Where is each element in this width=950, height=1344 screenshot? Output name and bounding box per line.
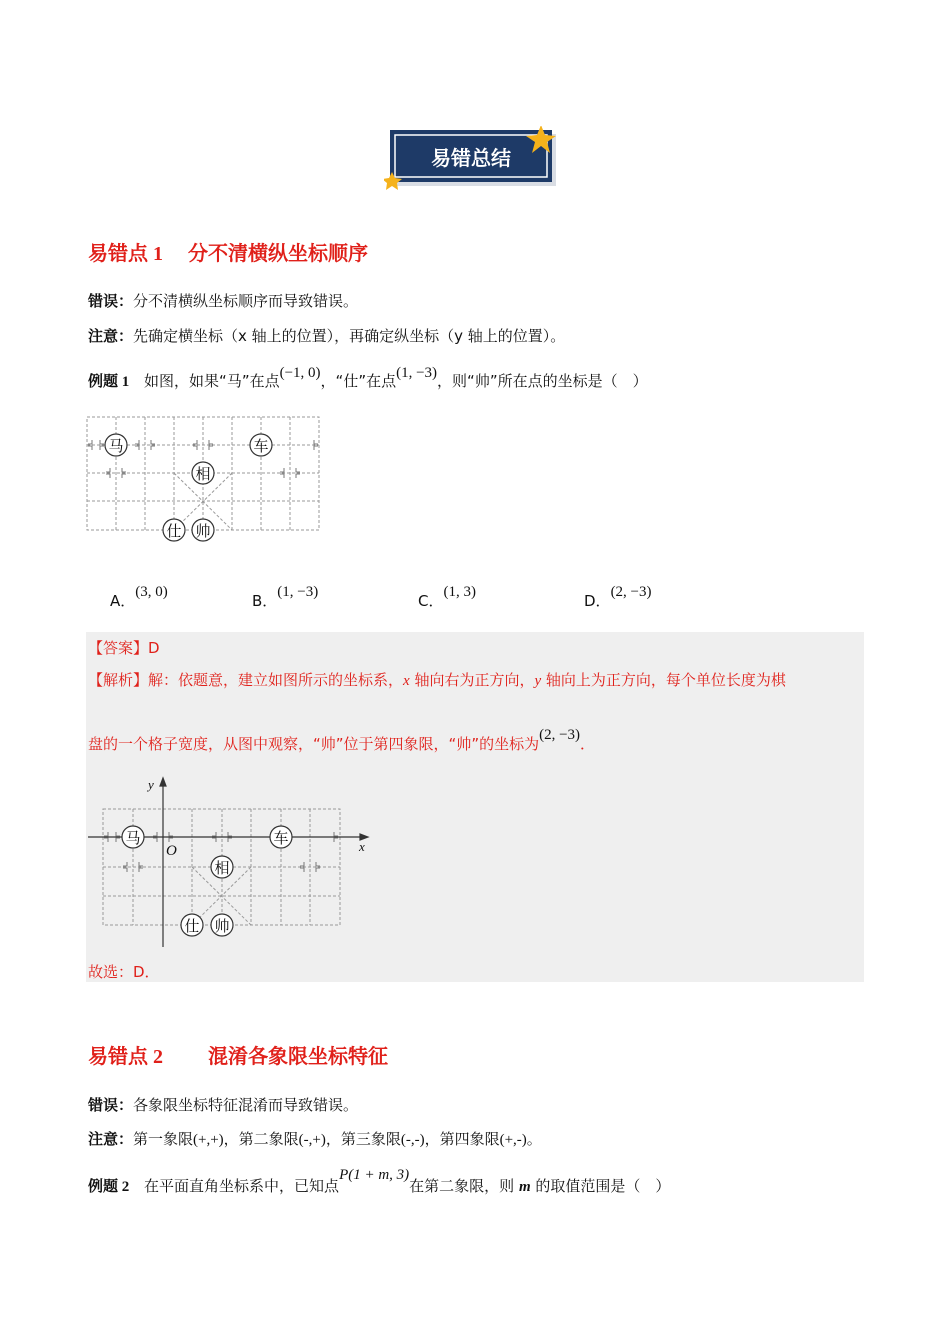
example2-text-c: 的取值范围是（ ） — [535, 1177, 671, 1195]
example2-text-a: 在平面直角坐标系中，已知点 — [144, 1177, 340, 1195]
option-d-value: (2, −3) — [610, 584, 652, 600]
section1-heading-title: 分不清横纵坐标顺序 — [187, 241, 368, 265]
chessboard-svg — [80, 410, 330, 545]
option-c-letter: C． — [418, 592, 444, 610]
answer-value: D — [148, 639, 160, 657]
note-text: 先确定横坐标（x 轴上的位置），再确定纵坐标（y 轴上的位置）。 — [133, 327, 566, 345]
example1-coord-a: (−1, 0) — [279, 365, 321, 381]
piece-che: 车 — [253, 437, 269, 455]
origin-label: O — [166, 843, 177, 859]
option-b[interactable] — [252, 580, 319, 610]
example2-question — [88, 1167, 671, 1196]
piece-shuai: 帅 — [195, 522, 211, 540]
analysis-label: 【解析】 — [88, 671, 149, 689]
analysis-line2-b: ． — [580, 735, 596, 753]
section2-note — [88, 1128, 542, 1149]
answer-line — [88, 637, 160, 658]
chessboard-figure — [80, 410, 330, 545]
piece-ma: 马 — [108, 437, 124, 455]
piece-xiang-2: 相 — [214, 859, 230, 877]
analysis-line1 — [88, 669, 786, 690]
analysis-line2 — [88, 727, 596, 754]
banner-title: 易错总结 — [431, 146, 511, 170]
option-b-letter: B． — [252, 592, 278, 610]
example2-var: m — [518, 1179, 531, 1195]
analysis-coord: (2, −3) — [539, 727, 581, 743]
section2-error — [88, 1094, 358, 1115]
example1-text-b: ，“仕”在点 — [320, 372, 397, 390]
piece-shuai-2: 帅 — [214, 917, 230, 935]
option-b-value: (1, −3) — [277, 584, 319, 600]
option-d-letter: D． — [584, 592, 611, 610]
y-axis-label: y — [148, 777, 154, 792]
section1-heading — [88, 237, 368, 266]
answer-label: 【答案】 — [88, 639, 149, 657]
piece-ma-2: 马 — [125, 829, 141, 847]
note-label: 注意： — [88, 327, 134, 345]
analysis-line1-b: 轴向右为正方向， — [409, 671, 535, 689]
example1-question — [88, 365, 648, 391]
section2-heading-title: 混淆各象限坐标特征 — [207, 1044, 388, 1068]
error-text: 分不清横纵坐标顺序而导致错误。 — [133, 292, 359, 310]
section1-note — [88, 325, 565, 346]
analysis-line1-a: 解：依题意，建立如图所示的坐标系， — [148, 671, 404, 689]
option-d[interactable] — [584, 580, 652, 610]
example1-label: 例题 1 — [88, 374, 130, 390]
analysis-line1-c: 轴向上为正方向，每个单位长度为棋 — [541, 671, 786, 689]
example2-label: 例题 2 — [88, 1179, 130, 1195]
piece-xiang: 相 — [195, 465, 211, 483]
section1-heading-label: 易错点 1 — [88, 243, 163, 265]
example2-text-b: 在第二象限，则 — [409, 1177, 515, 1195]
piece-che-2: 车 — [273, 829, 289, 847]
error-label-2: 错误： — [88, 1096, 134, 1114]
option-c[interactable] — [418, 580, 476, 610]
coordinate-svg — [88, 772, 378, 952]
analysis-y: y — [534, 673, 542, 689]
option-a[interactable] — [110, 580, 168, 610]
option-c-value: (1, 3) — [443, 584, 476, 600]
y-axis-arrow-icon — [160, 778, 166, 786]
example1-text-c: ，则“帅”所在点的坐标是（ ） — [437, 372, 648, 390]
error-text-2: 各象限坐标特征混淆而导致错误。 — [133, 1096, 359, 1114]
title-banner — [384, 126, 562, 192]
error-label: 错误： — [88, 292, 134, 310]
note-label-2: 注意： — [88, 1130, 134, 1148]
note-text-2: 第一象限(+,+)，第二象限(-,+)，第三象限(-,-)，第四象限(+,-)。 — [133, 1132, 542, 1148]
section2-heading-label: 易错点 2 — [88, 1046, 163, 1068]
section2-heading — [88, 1040, 388, 1069]
x-axis-label: x — [359, 839, 365, 854]
coordinate-figure — [88, 772, 378, 952]
conclusion: 故选：D． — [88, 963, 160, 981]
section1-error — [88, 290, 358, 311]
option-a-letter: A． — [110, 592, 136, 610]
analysis-line2-a: 盘的一个格子宽度，从图中观察，“帅”位于第四象限，“帅”的坐标为 — [88, 735, 540, 753]
option-a-value: (3, 0) — [135, 584, 168, 600]
analysis-x: x — [403, 673, 410, 689]
piece-shi: 仕 — [166, 522, 182, 540]
example2-point: P(1 + m, 3) — [339, 1167, 410, 1183]
piece-circles-2 — [122, 826, 292, 936]
example1-coord-b: (1, −3) — [396, 365, 438, 381]
example1-text-a: 如图，如果“马”在点 — [144, 372, 280, 390]
piece-shi-2: 仕 — [184, 917, 200, 935]
